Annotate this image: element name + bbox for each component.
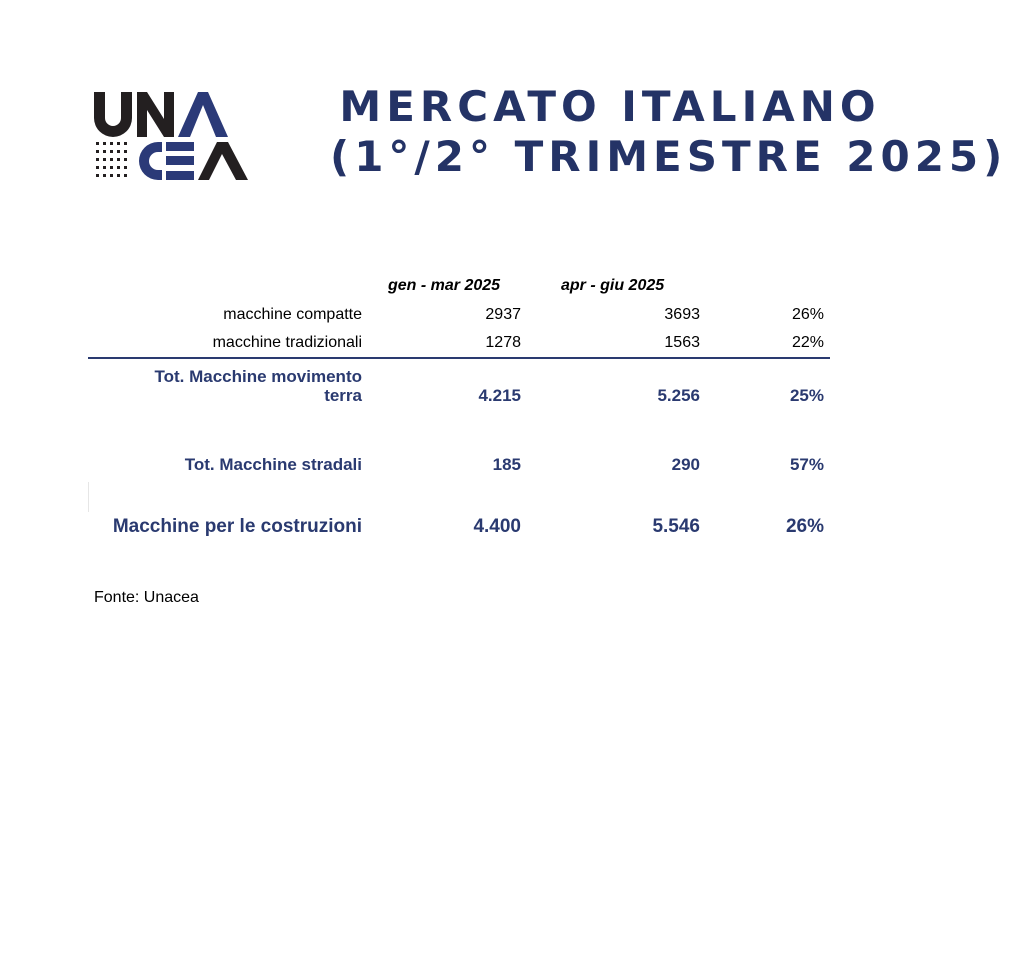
row-label-costruzioni: Macchine per le costruzioni [112, 516, 362, 537]
source-note: Fonte: Unacea [94, 589, 199, 606]
faint-divider-mark [88, 482, 89, 512]
cell-costruzioni-change: 26% [785, 516, 824, 537]
row-label-tradizionali: macchine tradizionali [212, 334, 362, 351]
cell-tradizionali-q1: 1278 [485, 334, 521, 351]
cell-costruzioni-q1: 4.400 [473, 516, 521, 537]
cell-compatte-q2: 3693 [664, 306, 700, 323]
row-label-movimento-terra-line2: terra [324, 386, 362, 405]
cell-compatte-change: 26% [791, 306, 824, 323]
page-title [330, 82, 1008, 182]
cell-movimento-terra-q1: 4.215 [478, 386, 521, 405]
cell-costruzioni-q2: 5.546 [652, 516, 700, 537]
column-header-q1: gen - mar 2025 [388, 277, 501, 294]
unacea-logo [94, 92, 248, 180]
title-line-1: MERCATO ITALIANO [339, 82, 881, 131]
cell-tradizionali-q2: 1563 [664, 334, 700, 351]
row-label-compatte: macchine compatte [223, 306, 362, 323]
row-label-stradali: Tot. Macchine stradali [184, 455, 362, 474]
title-line-2: (1°/2° TRIMESTRE 2025) [330, 132, 1008, 181]
column-header-q2: apr - giu 2025 [561, 277, 665, 294]
cell-tradizionali-change: 22% [791, 334, 824, 351]
row-label-movimento-terra-line1: Tot. Macchine movimento [154, 367, 362, 386]
cell-stradali-q1: 185 [492, 455, 521, 474]
cell-movimento-terra-q2: 5.256 [657, 386, 700, 405]
cell-stradali-change: 57% [789, 455, 824, 474]
cell-compatte-q1: 2937 [485, 306, 521, 323]
cell-stradali-q2: 290 [671, 455, 700, 474]
table-divider [88, 357, 830, 359]
cell-movimento-terra-change: 25% [789, 386, 824, 405]
